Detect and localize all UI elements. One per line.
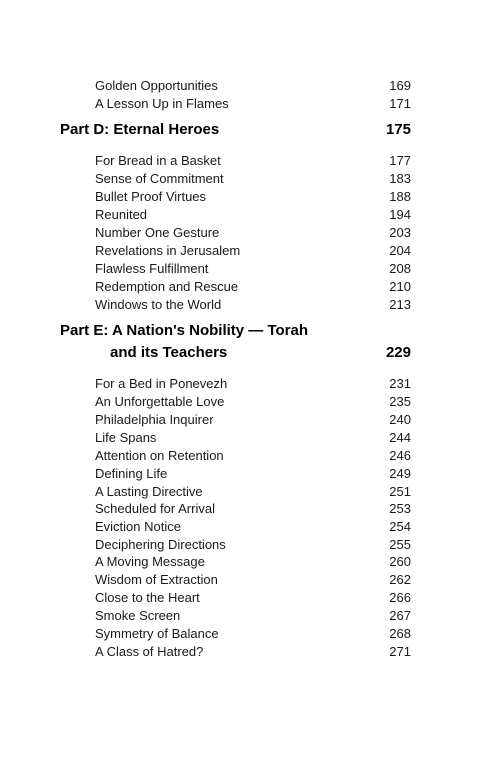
entry-page: 231 [389,376,411,391]
entry-title: Wisdom of Extraction [95,572,218,587]
entry-page: 169 [389,78,411,93]
entry-title: Attention on Retention [95,448,224,463]
part-title-line2: and its Teachers [110,344,228,361]
entry-page: 213 [389,297,411,312]
entry-title: Close to the Heart [95,590,200,605]
toc-entry [95,224,411,242]
entry-page: 266 [389,590,411,605]
entry-title: Flawless Fulfillment [95,261,209,276]
entry-page: 251 [389,484,411,499]
entry-title: A Lasting Directive [95,484,203,499]
entry-title: Eviction Notice [95,519,181,534]
entry-title: For Bread in a Basket [95,153,221,168]
entry-page: 177 [389,153,411,168]
toc-entry [95,411,411,429]
toc-entry [95,483,411,501]
toc-entry [95,571,411,589]
entry-title: Bullet Proof Virtues [95,189,207,204]
entry-page: 253 [389,501,411,516]
entry-title: Philadelphia Inquirer [95,412,214,427]
entry-page: 246 [389,448,411,463]
toc-entry [95,188,411,206]
toc-entry [95,625,411,643]
entry-page: 255 [389,537,411,552]
entry-page: 183 [389,171,411,186]
entry-title: Smoke Screen [95,608,181,623]
part-title-line1: Part E: A Nation's Nobility — Torah [60,322,309,339]
toc-entry [95,375,411,393]
entry-page: 244 [389,430,411,445]
toc-entry [95,170,411,188]
part-page: 175 [385,121,411,138]
toc-entry [95,206,411,224]
toc-entry [95,465,411,483]
entry-page: 204 [389,243,411,258]
entry-title: For a Bed in Ponevezh [95,376,228,391]
toc-entry [95,393,411,411]
part-title: Part D: Eternal Heroes [60,121,220,138]
toc-entry [95,500,411,518]
entry-title: A Lesson Up in Flames [95,96,229,111]
entry-title: Windows to the World [95,297,222,312]
toc-entry [95,429,411,447]
entry-page: 260 [389,554,411,569]
entry-page: 194 [389,207,411,222]
toc-entry [95,536,411,554]
entry-title: Life Spans [95,430,157,445]
part-page: 229 [385,344,411,361]
entry-page: 208 [389,261,411,276]
entry-page: 249 [389,466,411,481]
entry-title: Scheduled for Arrival [95,501,215,516]
entry-title: Symmetry of Balance [95,626,219,641]
entry-title: Sense of Commitment [95,171,224,186]
part-heading-d [60,119,411,141]
entry-title: Revelations in Jerusalem [95,243,241,258]
part-heading-e [60,320,411,364]
toc-entry [95,242,411,260]
toc-entry [95,607,411,625]
entry-title: An Unforgettable Love [95,394,225,409]
entry-page: 188 [389,189,411,204]
toc-entry [95,260,411,278]
toc-entry [95,77,411,95]
entry-page: 203 [389,225,411,240]
toc-entry [95,518,411,536]
entry-title: Defining Life [95,466,168,481]
entry-title: A Class of Hatred? [95,644,204,659]
toc-entry [95,95,411,113]
entry-page: 271 [389,644,411,659]
entry-title: A Moving Message [95,554,205,569]
entry-page: 240 [389,412,411,427]
entry-page: 268 [389,626,411,641]
entry-page: 262 [389,572,411,587]
toc-entry [95,152,411,170]
toc-entry [95,278,411,296]
entry-page: 267 [389,608,411,623]
entry-page: 235 [389,394,411,409]
entry-title: Redemption and Rescue [95,279,239,294]
toc-entry [95,296,411,314]
toc-entry [95,643,411,661]
entry-title: Reunited [95,207,148,222]
entry-title: Deciphering Directions [95,537,226,552]
entry-page: 171 [389,96,411,111]
toc-entry [95,553,411,571]
toc-entry [95,589,411,607]
toc-entry [95,447,411,465]
entry-title: Golden Opportunities [95,78,218,93]
entry-title: Number One Gesture [95,225,220,240]
entry-page: 254 [389,519,411,534]
entry-page: 210 [389,279,411,294]
